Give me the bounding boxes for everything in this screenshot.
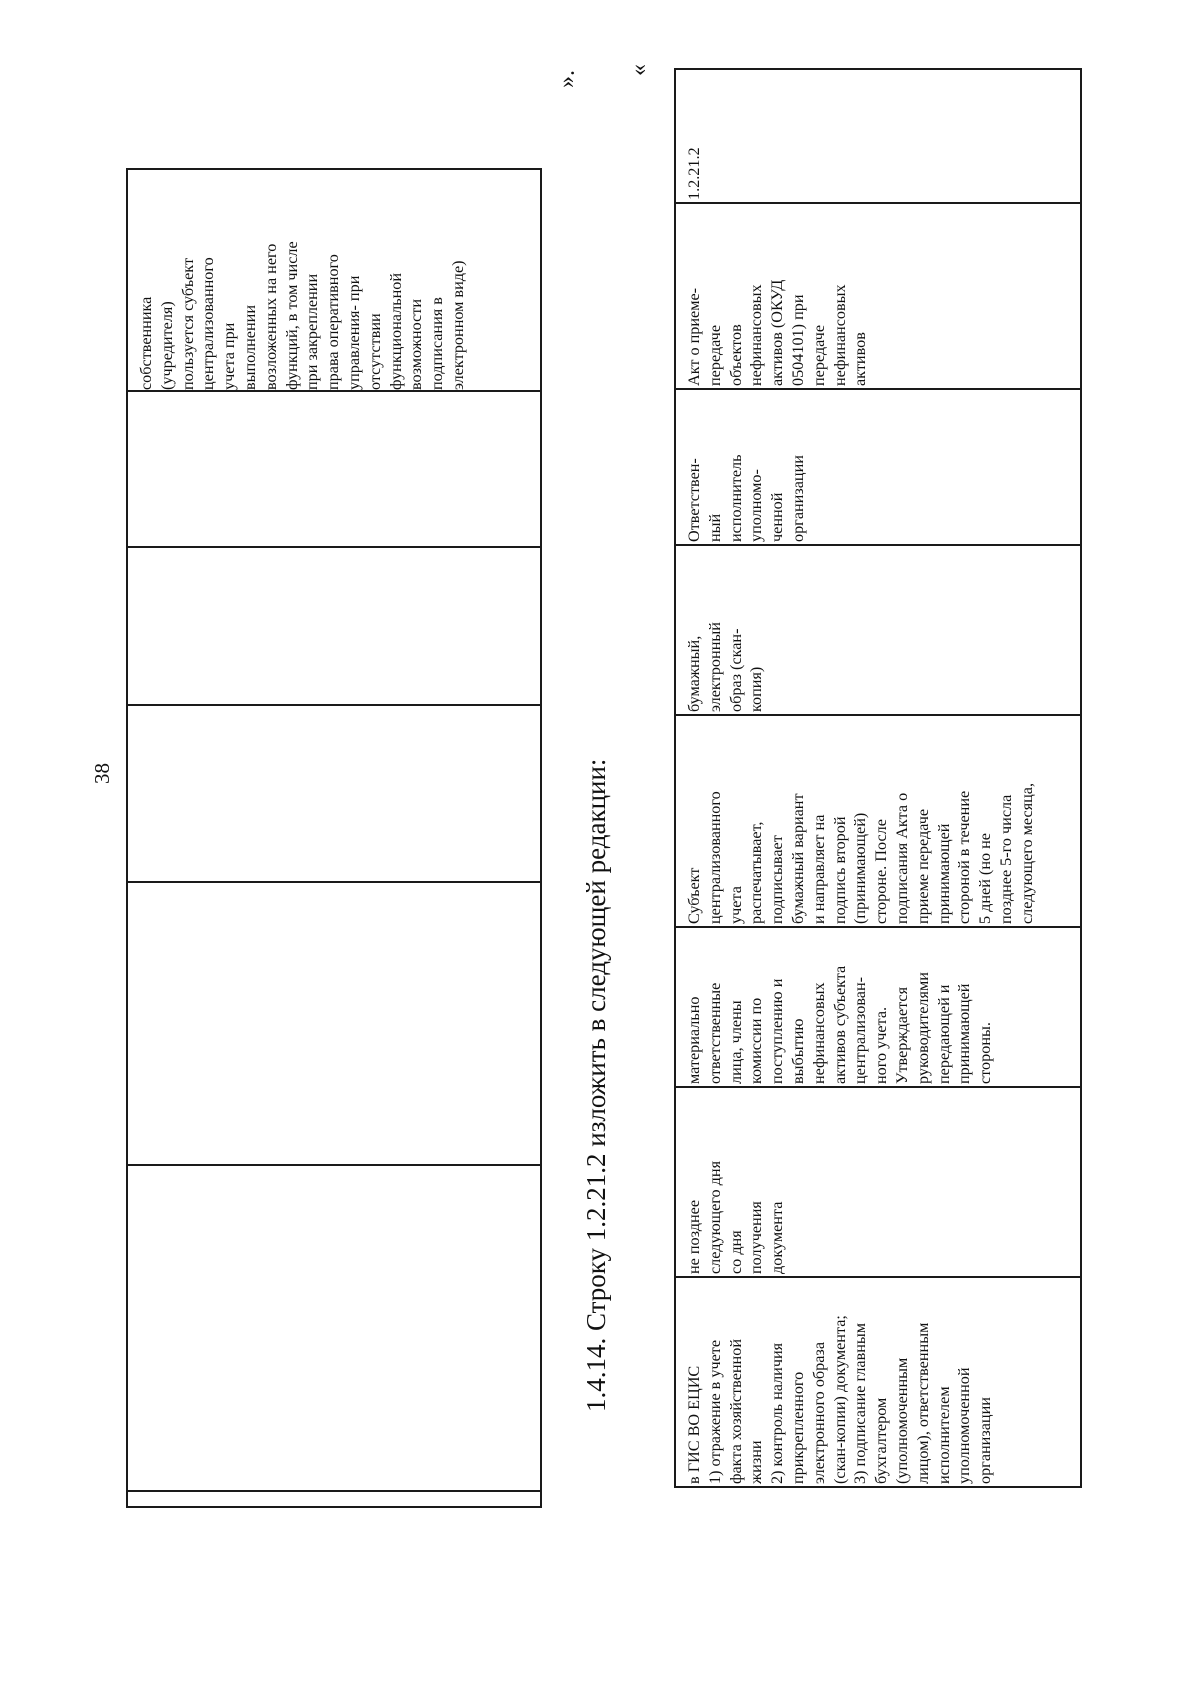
deadline-description-cell: не позднее следующего дня со дня получения документа (685, 1160, 787, 1274)
page-number-label: 38 (90, 763, 114, 784)
procedure-description-cell: Субъект централизованного учета распечатывает, подписывает бумажный вариант и направляет на подпись второй (принимающей) стороне. После подписания Акта о приеме передаче принимающей стороной в течение 5 дней (но не позднее 5-го числа следующего месяца, (685, 782, 1036, 924)
heading-text: 1.4.14. Строку 1.2.21.2 изложить в следующей редакции: (581, 758, 611, 1412)
responsible-executor-cell: Ответствен- ный исполнитель уполномо- ченной организации (685, 454, 807, 542)
document-format-cell: бумажный, электронный образ (скан- копия) (685, 622, 766, 712)
top-first-cell-text: собственника (учредителя) пользуется субъект централизованного учета при выполнении возложенных на него функций, в том числе при закреплении права оперативного управления- при отсутствии функциональной возможности подписания в электронном виде) (137, 241, 467, 390)
document-cell: Акт о приеме- передаче объектов нефинансовых активов (ОКУД 0504101) при передаче нефинансовых активов (685, 279, 870, 386)
row-number-cell: 1.2.21.2 (685, 147, 703, 200)
closing-quote: ». (554, 70, 580, 88)
system-processing-cell: в ГИС ВО ЕЦИС 1) отражение в учете факта хозяйственной жизни 2) контроль наличия прикрепленного электронного образа (скан-копии) документа; 3) подписание главным бухгалтером (уполномоченным лицом), ответственным исполнителем уполномоченной организации (685, 1315, 995, 1484)
opening-quote: « (626, 64, 652, 76)
signatories-description-cell: материально ответственные лица, члены комиссии по поступлению и выбытию нефинансовых активов субъекта централизован- ного учета. Утверждается руководителями передающей и принимающей стороны. (685, 965, 995, 1084)
